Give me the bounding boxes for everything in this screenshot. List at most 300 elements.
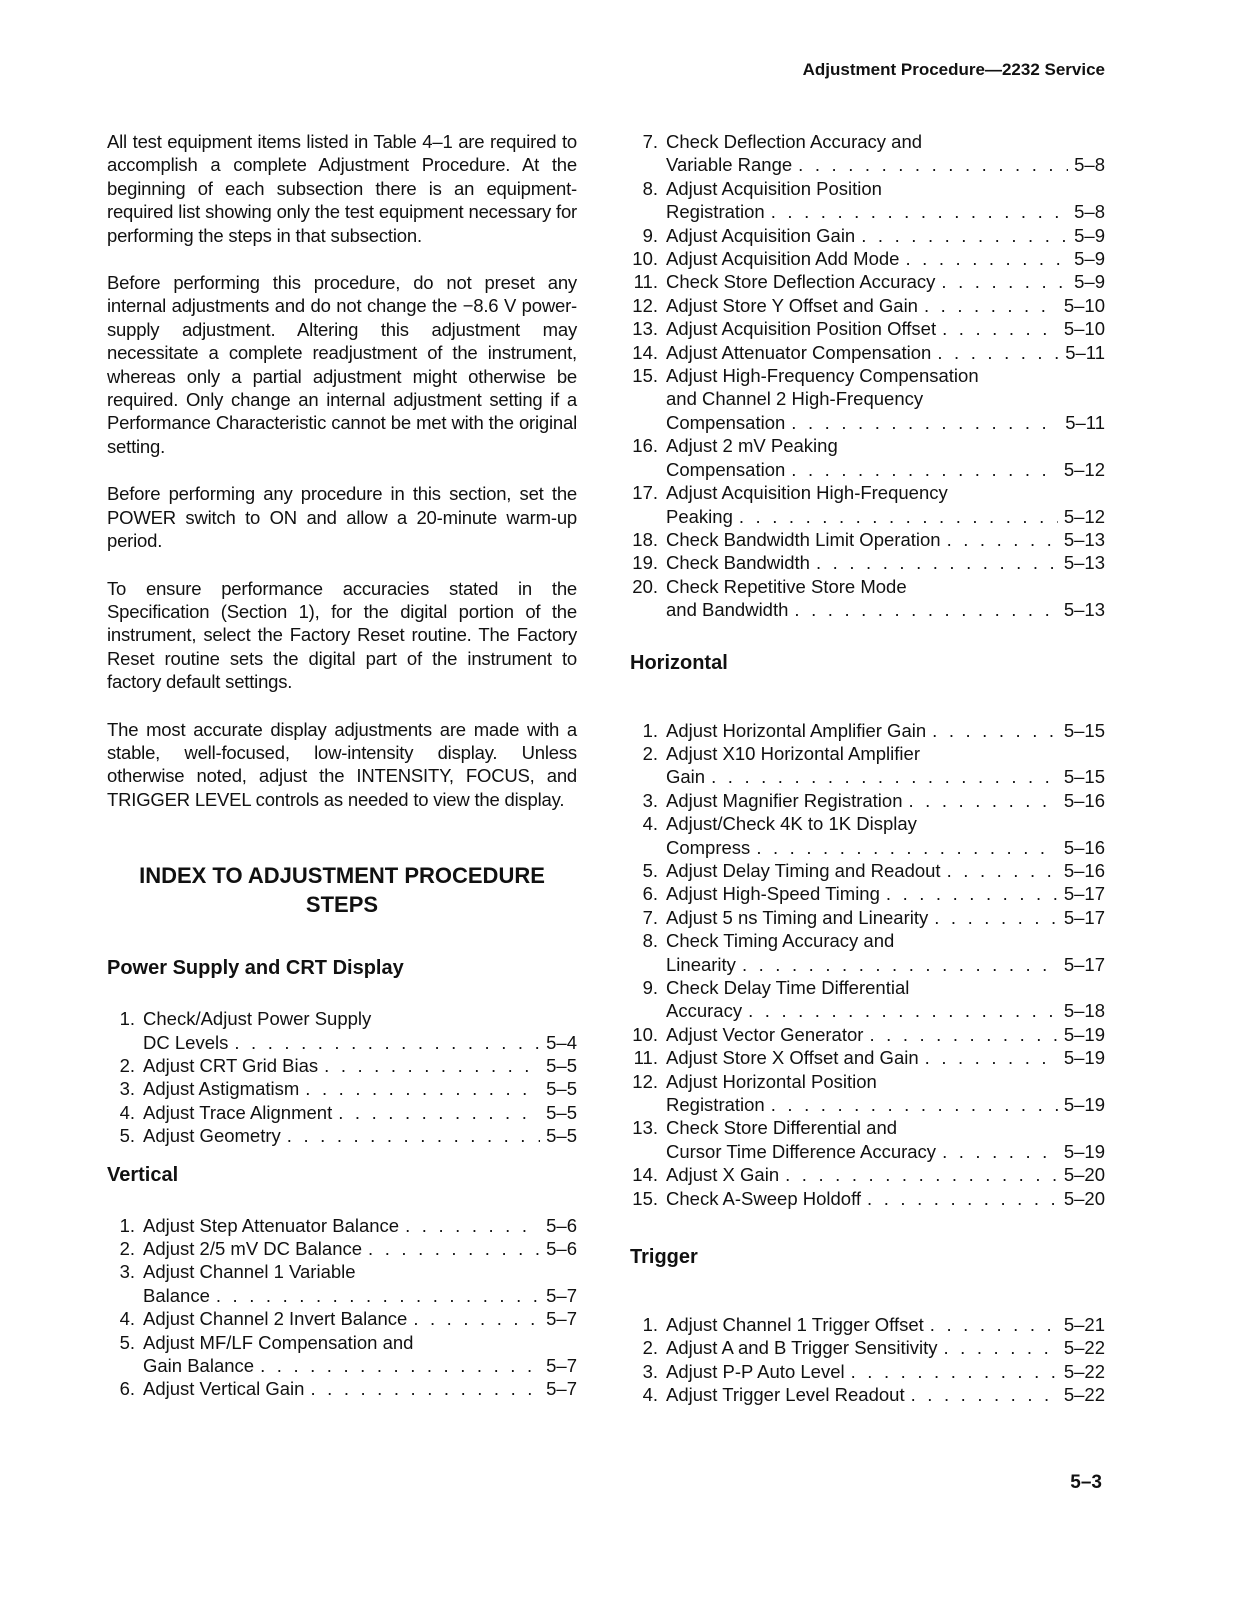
toc-entry-line: Check Repetitive Store Mode: [666, 575, 907, 597]
toc-entry-number: 3.: [119, 1261, 135, 1283]
toc-entry-line: Adjust Vertical Gain: [143, 1378, 305, 1400]
dot-leader: [305, 1077, 540, 1100]
toc-entry-page: 5–13: [1063, 552, 1105, 574]
toc-entry: [630, 1187, 1105, 1210]
toc-entry-line: Adjust 5 ns Timing and Linearity: [666, 906, 929, 928]
toc-entry-line: Check Bandwidth: [666, 552, 810, 574]
toc-entry-number: 17.: [632, 482, 658, 504]
toc-entry-number: 12.: [632, 294, 658, 316]
dot-leader: [905, 247, 1068, 270]
toc-entry: [107, 1237, 577, 1260]
toc-entry-text: [143, 1260, 577, 1307]
toc-entry-number: 4.: [119, 1308, 135, 1330]
toc-entry: [630, 551, 1105, 574]
dot-leader: [869, 1023, 1057, 1046]
toc-entry-number: 5.: [642, 859, 658, 881]
toc-entry-page: 5–11: [1065, 411, 1105, 433]
index-heading-line-1: INDEX TO ADJUSTMENT PROCEDURE: [139, 863, 545, 889]
toc-entry-text: [666, 247, 1105, 270]
toc-entry-line: Compensation: [666, 411, 786, 433]
toc-entry: [630, 481, 1105, 528]
toc-entry-leader-line: [666, 859, 1105, 882]
toc-entry-page: 5–16: [1063, 859, 1105, 881]
toc-entry-number: 6.: [119, 1378, 135, 1400]
toc-entry-number: 14.: [632, 341, 658, 363]
toc-entry: [630, 1313, 1105, 1336]
toc-entry-line: Adjust Step Attenuator Balance: [143, 1214, 400, 1236]
toc-entry-leader-line: [666, 1093, 1105, 1116]
toc-entry-number: 2.: [642, 1337, 658, 1359]
toc-entry-line: Adjust Horizontal Amplifier Gain: [666, 719, 927, 741]
toc-entry-line: Gain: [666, 766, 706, 788]
toc-entry-number: 7.: [642, 131, 658, 152]
dot-leader: [867, 1187, 1058, 1210]
toc-entry-line: Compensation: [666, 458, 786, 480]
toc-entry-number: 13.: [632, 318, 658, 340]
toc-entry-line: Linearity: [666, 953, 736, 975]
toc-entry-line: Gain Balance: [143, 1355, 255, 1377]
toc-entry-text: [143, 1007, 577, 1054]
toc-entry-line: Adjust Astigmatism: [143, 1078, 300, 1100]
toc-entry-text: [143, 1377, 577, 1400]
toc-entry-page: 5–12: [1063, 458, 1105, 480]
toc-entry-leader-line: [666, 906, 1105, 929]
toc-entry-line: Accuracy: [666, 1000, 743, 1022]
toc-entry-leader-line: [143, 1284, 577, 1307]
toc-entry-page: 5–8: [1074, 201, 1105, 223]
dot-leader: [756, 836, 1058, 859]
toc-entry-leader-line: [666, 270, 1105, 293]
toc-entry-page: 5–5: [546, 1054, 577, 1076]
toc-entry-page: 5–9: [1074, 224, 1105, 246]
toc-entry-number: 15.: [632, 365, 658, 387]
toc-entry: [630, 1116, 1105, 1163]
toc-entry-leader-line: [143, 1077, 577, 1100]
toc-entry-line: Adjust X Gain: [666, 1164, 780, 1186]
toc-entry-number: 11.: [633, 271, 658, 293]
toc-entry: [107, 1101, 577, 1124]
dot-leader: [934, 906, 1058, 929]
dot-leader: [324, 1054, 540, 1077]
toc-entry-line: Adjust Acquisition High‐Frequency: [666, 482, 948, 504]
toc-entry: [630, 575, 1105, 622]
section-title-horizontal: Horizontal: [630, 651, 728, 674]
toc-entry-text: [666, 481, 1105, 528]
toc-entry: [630, 1360, 1105, 1383]
toc-entry-leader-line: [143, 1054, 577, 1077]
toc-entry-page: 5–19: [1063, 1094, 1105, 1116]
dot-leader: [925, 1046, 1058, 1069]
toc-entry-line: Adjust/Check 4K to 1K Display: [666, 813, 917, 835]
toc-entry-page: 5–19: [1063, 1023, 1105, 1045]
toc-entry: [630, 1336, 1105, 1359]
toc-entry-text: [666, 294, 1105, 317]
toc-entry-leader-line: [666, 1383, 1105, 1406]
toc-entry-text: [666, 789, 1105, 812]
toc-entry-leader-line: [666, 458, 1105, 481]
toc-entry: [630, 341, 1105, 364]
toc-entry-page: 5–16: [1063, 789, 1105, 811]
toc-entry-number: 19.: [632, 552, 658, 574]
toc-entry-text: [666, 859, 1105, 882]
section-title-trigger: Trigger: [630, 1246, 698, 1269]
dot-leader: [851, 1360, 1058, 1383]
toc-entry-text: [666, 270, 1105, 293]
toc-entry-line: Registration: [666, 1094, 765, 1116]
toc-entry-leader-line: [143, 1307, 577, 1330]
toc-entry: [630, 929, 1105, 976]
toc-entry: [630, 528, 1105, 551]
toc-entry-leader-line: [666, 1187, 1105, 1210]
toc-entry-number: 10.: [632, 248, 658, 270]
toc-entry-leader-line: [666, 551, 1105, 574]
toc-entry-text: [143, 1307, 577, 1330]
toc-entry-line: Check Delay Time Differential: [666, 977, 910, 998]
toc-entry-number: 9.: [642, 977, 658, 998]
toc-entry-line: Check/Adjust Power Supply: [143, 1008, 372, 1030]
page-number: 5–3: [1070, 1472, 1102, 1493]
toc-entry-number: 6.: [642, 883, 658, 905]
toc-entry-page: 5–16: [1063, 836, 1105, 858]
toc-entry-page: 5–13: [1063, 599, 1105, 621]
toc-entry-text: [666, 812, 1105, 859]
toc-entry-number: 18.: [632, 528, 658, 550]
toc-power-supply: [107, 1007, 577, 1147]
toc-entry-page: 5–22: [1063, 1337, 1105, 1359]
toc-entry-page: 5–12: [1063, 505, 1105, 527]
toc-entry: [107, 1377, 577, 1400]
toc-entry-text: [666, 929, 1105, 976]
toc-vertical-continued: [630, 130, 1105, 622]
toc-entry-number: 14.: [632, 1164, 658, 1186]
toc-entry-line: Check Store Differential and: [666, 1117, 898, 1139]
dot-leader: [791, 411, 1059, 434]
toc-entry-number: 4.: [642, 813, 658, 835]
toc-entry-page: 5–7: [546, 1355, 577, 1377]
toc-entry: [630, 294, 1105, 317]
toc-entry-line: Adjust 2 mV Peaking: [666, 435, 838, 457]
toc-entry-line: Adjust CRT Grid Bias: [143, 1054, 319, 1076]
dot-leader: [260, 1354, 540, 1377]
toc-entry-number: 12.: [632, 1070, 658, 1092]
toc-entry: [107, 1307, 577, 1330]
toc-entry-text: [666, 177, 1105, 224]
toc-horizontal: [630, 719, 1105, 1211]
toc-entry: [107, 1007, 577, 1054]
toc-entry-page: 5–17: [1063, 883, 1105, 905]
toc-entry-page: 5–19: [1063, 1140, 1105, 1162]
toc-entry-text: [666, 719, 1105, 742]
toc-entry-line: Adjust Vector Generator: [666, 1023, 864, 1045]
toc-entry-leader-line: [666, 1163, 1105, 1186]
dot-leader: [947, 859, 1058, 882]
toc-entry: [107, 1214, 577, 1237]
toc-entry-number: 7.: [642, 906, 658, 928]
toc-entry-number: 2.: [119, 1238, 135, 1259]
dot-leader: [742, 953, 1058, 976]
toc-entry-text: [666, 1116, 1105, 1163]
dot-leader: [338, 1101, 540, 1124]
toc-entry-number: 13.: [632, 1117, 658, 1139]
dot-leader: [942, 317, 1058, 340]
toc-entry-line: Adjust Magnifier Registration: [666, 789, 903, 811]
running-header: Adjustment Procedure—2232 Service: [802, 60, 1105, 79]
toc-entry: [630, 812, 1105, 859]
toc-entry: [630, 317, 1105, 340]
index-heading: [107, 861, 577, 919]
toc-entry-page: 5–6: [546, 1214, 577, 1236]
toc-entry: [630, 742, 1105, 789]
toc-entry-page: 5–18: [1063, 1000, 1105, 1022]
toc-entry: [630, 224, 1105, 247]
toc-entry-page: 5–22: [1063, 1384, 1105, 1406]
toc-entry-leader-line: [666, 719, 1105, 742]
toc-entry-page: 5–9: [1074, 248, 1105, 270]
dot-leader: [368, 1237, 540, 1260]
toc-entry: [107, 1124, 577, 1147]
toc-trigger: [630, 1313, 1105, 1407]
dot-leader: [942, 1140, 1058, 1163]
toc-entry-number: 1.: [119, 1214, 135, 1236]
toc-entry: [630, 270, 1105, 293]
toc-entry: [630, 906, 1105, 929]
toc-entry-page: 5–21: [1063, 1314, 1105, 1336]
toc-entry-leader-line: [666, 341, 1105, 364]
toc-entry-line: Adjust P‐P Auto Level: [666, 1360, 845, 1382]
toc-entry-text: [143, 1101, 577, 1124]
toc-vertical: [107, 1214, 577, 1401]
toc-entry: [630, 364, 1105, 434]
toc-entry-number: 4.: [119, 1101, 135, 1123]
toc-entry-number: 3.: [642, 789, 658, 811]
toc-entry-leader-line: [143, 1354, 577, 1377]
dot-leader: [234, 1031, 540, 1054]
dot-leader: [798, 153, 1068, 176]
toc-entry-number: 5.: [119, 1331, 135, 1353]
toc-entry-line: Adjust Acquisition Add Mode: [666, 248, 900, 270]
toc-entry-page: 5–6: [546, 1238, 577, 1259]
toc-entry: [630, 976, 1105, 1023]
toc-entry-page: 5–15: [1063, 719, 1105, 741]
toc-entry-leader-line: [143, 1377, 577, 1400]
toc-entry: [630, 177, 1105, 224]
toc-entry: [630, 247, 1105, 270]
toc-entry-line: Adjust Attenuator Compensation: [666, 341, 932, 363]
toc-entry-number: 10.: [632, 1023, 658, 1045]
toc-entry-leader-line: [666, 789, 1105, 812]
toc-entry-page: 5–10: [1063, 294, 1105, 316]
toc-entry-text: [666, 1313, 1105, 1336]
display-adjustment-paragraph: The most accurate display adjustments are made with a stable, well‐focused, low‐intensity display. Unless otherwise noted, adjust the INTENSITY, FOCUS, and TRIGGER LEVEL controls as needed to view the display.: [107, 718, 577, 810]
toc-entry-line: Adjust Acquisition Position Offset: [666, 318, 937, 340]
toc-entry-line: Peaking: [666, 505, 733, 527]
toc-entry: [630, 719, 1105, 742]
toc-entry-text: [143, 1054, 577, 1077]
toc-entry-leader-line: [666, 294, 1105, 317]
toc-entry-text: [666, 882, 1105, 905]
dot-leader: [930, 1313, 1058, 1336]
dot-leader: [937, 341, 1059, 364]
toc-entry-page: 5–15: [1063, 766, 1105, 788]
toc-entry-line: Variable Range: [666, 154, 793, 176]
toc-entry-text: [666, 1383, 1105, 1406]
toc-entry-text: [666, 224, 1105, 247]
toc-entry-leader-line: [666, 247, 1105, 270]
toc-entry-text: [666, 317, 1105, 340]
toc-entry-number: 2.: [642, 742, 658, 764]
dot-leader: [711, 765, 1058, 788]
toc-entry-number: 8.: [642, 177, 658, 199]
toc-entry-page: 5–7: [546, 1284, 577, 1306]
toc-entry-text: [666, 551, 1105, 574]
dot-leader: [941, 270, 1068, 293]
dot-leader: [771, 200, 1068, 223]
toc-entry-line: Balance: [143, 1284, 210, 1306]
toc-entry-number: 4.: [642, 1384, 658, 1406]
toc-entry-text: [666, 1070, 1105, 1117]
dot-leader: [739, 505, 1058, 528]
toc-entry-page: 5–8: [1074, 154, 1105, 176]
toc-entry-line: Adjust MF/LF Compensation and: [143, 1331, 414, 1353]
toc-entry-text: [666, 341, 1105, 364]
toc-entry-line: Adjust Trigger Level Readout: [666, 1384, 905, 1406]
toc-entry-leader-line: [666, 1023, 1105, 1046]
toc-entry-number: 16.: [632, 435, 658, 457]
toc-entry-leader-line: [666, 528, 1105, 551]
preset-warning-paragraph: Before performing this procedure, do not preset any internal adjustments and do not change the −8.6 V power‐supply adjustment. Altering this adjustment may necessitate a complete readjustment of the instrument, whereas only a partial adjustment might otherwise be required. Only change an internal adjustment setting if a Performance Characteristic cannot be met with the original setting.: [107, 272, 577, 457]
toc-entry-line: Adjust Channel 1 Trigger Offset: [666, 1314, 924, 1336]
section-title-power-supply: Power Supply and CRT Display: [107, 957, 404, 980]
toc-entry-leader-line: [143, 1101, 577, 1124]
toc-entry-line: Adjust Store X Offset and Gain: [666, 1047, 919, 1069]
toc-entry-line: Check Timing Accuracy and: [666, 930, 895, 952]
toc-entry-line: Adjust X10 Horizontal Amplifier: [666, 742, 920, 764]
toc-entry-leader-line: [666, 999, 1105, 1022]
toc-entry-page: 5–20: [1063, 1187, 1105, 1209]
warm-up-paragraph: Before performing any procedure in this section, set the POWER switch to ON and allow a 20‐minute warm‐up period.: [107, 483, 577, 552]
toc-entry: [630, 882, 1105, 905]
dot-leader: [287, 1124, 540, 1147]
toc-entry-number: 1.: [119, 1008, 135, 1030]
toc-entry-text: [143, 1237, 577, 1260]
toc-entry-page: 5–9: [1074, 271, 1105, 293]
toc-entry-page: 5–7: [546, 1308, 577, 1330]
toc-entry-leader-line: [666, 200, 1105, 223]
toc-entry-line: Adjust Acquisition Position: [666, 177, 882, 199]
toc-entry-leader-line: [666, 1360, 1105, 1383]
dot-leader: [791, 458, 1058, 481]
dot-leader: [748, 999, 1058, 1022]
toc-entry-text: [143, 1077, 577, 1100]
toc-entry-line: Adjust High‐Speed Timing: [666, 883, 880, 905]
toc-entry-page: 5–5: [546, 1078, 577, 1100]
toc-entry-page: 5–4: [546, 1031, 577, 1053]
toc-entry-text: [666, 1163, 1105, 1186]
toc-entry-page: 5–5: [546, 1101, 577, 1123]
toc-entry-text: [666, 1187, 1105, 1210]
toc-entry-number: 15.: [632, 1187, 658, 1209]
toc-entry-leader-line: [666, 1336, 1105, 1359]
dot-leader: [785, 1163, 1058, 1186]
toc-entry: [107, 1054, 577, 1077]
toc-entry-text: [143, 1331, 577, 1378]
toc-entry-line: Adjust 2/5 mV DC Balance: [143, 1238, 363, 1259]
toc-entry-page: 5–20: [1063, 1164, 1105, 1186]
toc-entry-text: [666, 1336, 1105, 1359]
toc-entry-page: 5–17: [1063, 953, 1105, 975]
toc-entry-number: 5.: [119, 1125, 135, 1147]
toc-entry-leader-line: [666, 765, 1105, 788]
toc-entry-number: 20.: [632, 575, 658, 597]
toc-entry-line: Adjust Store Y Offset and Gain: [666, 294, 918, 316]
toc-entry-page: 5–5: [546, 1125, 577, 1147]
dot-leader: [861, 224, 1068, 247]
dot-leader: [405, 1214, 540, 1237]
toc-entry-leader-line: [666, 411, 1105, 434]
toc-entry-number: 3.: [642, 1360, 658, 1382]
toc-entry-text: [666, 1360, 1105, 1383]
dot-leader: [909, 789, 1058, 812]
toc-entry-leader-line: [143, 1214, 577, 1237]
toc-entry-leader-line: [666, 836, 1105, 859]
toc-entry-page: 5–13: [1063, 528, 1105, 550]
intro-paragraph: All test equipment items listed in Table 4–1 are required to accomplish a complete Adjustment Procedure. At the beginning of each subsection there is an equipment‐required list showing only the test equipment necessary for performing the steps in that subsection.: [107, 131, 577, 246]
toc-entry-text: [666, 364, 1105, 434]
right-column: [630, 130, 1105, 1407]
toc-entry: [630, 434, 1105, 481]
toc-entry-text: [666, 742, 1105, 789]
toc-entry-leader-line: [666, 1140, 1105, 1163]
toc-entry-line: Adjust Trace Alignment: [143, 1101, 333, 1123]
toc-entry-line: Adjust Acquisition Gain: [666, 224, 856, 246]
toc-entry-number: 11.: [633, 1047, 658, 1069]
dot-leader: [932, 719, 1058, 742]
toc-entry-text: [666, 130, 1105, 177]
toc-entry: [630, 1023, 1105, 1046]
toc-entry-line: Cursor Time Difference Accuracy: [666, 1140, 937, 1162]
toc-entry-leader-line: [666, 882, 1105, 905]
toc-entry-line: Check Store Deflection Accuracy: [666, 271, 936, 293]
dot-leader: [794, 598, 1057, 621]
toc-entry-line: Adjust A and B Trigger Sensitivity: [666, 1337, 938, 1359]
toc-entry-line: Adjust Geometry: [143, 1125, 281, 1147]
toc-entry-line: Check Deflection Accuracy and: [666, 131, 923, 152]
toc-entry-leader-line: [666, 953, 1105, 976]
toc-entry-leader-line: [666, 153, 1105, 176]
index-heading-line-2: STEPS: [305, 892, 379, 918]
toc-entry-leader-line: [143, 1031, 577, 1054]
toc-entry: [630, 859, 1105, 882]
toc-entry-text: [666, 434, 1105, 481]
toc-entry-line: and Bandwidth: [666, 599, 789, 621]
toc-entry-line: Adjust Channel 1 Variable: [143, 1261, 356, 1283]
toc-entry-text: [666, 906, 1105, 929]
toc-entry-number: 8.: [642, 930, 658, 952]
toc-entry-page: 5–19: [1063, 1047, 1105, 1069]
toc-entry-leader-line: [666, 598, 1105, 621]
toc-entry-text: [143, 1214, 577, 1237]
toc-entry-line: Registration: [666, 201, 765, 223]
toc-entry: [630, 789, 1105, 812]
dot-leader: [816, 551, 1058, 574]
toc-entry-line: Check Bandwidth Limit Operation: [666, 528, 941, 550]
toc-entry-text: [666, 976, 1105, 1023]
dot-leader: [886, 882, 1058, 905]
toc-entry-text: [666, 575, 1105, 622]
toc-entry-page: 5–10: [1063, 318, 1105, 340]
toc-entry-number: 2.: [119, 1054, 135, 1076]
dot-leader: [310, 1377, 540, 1400]
